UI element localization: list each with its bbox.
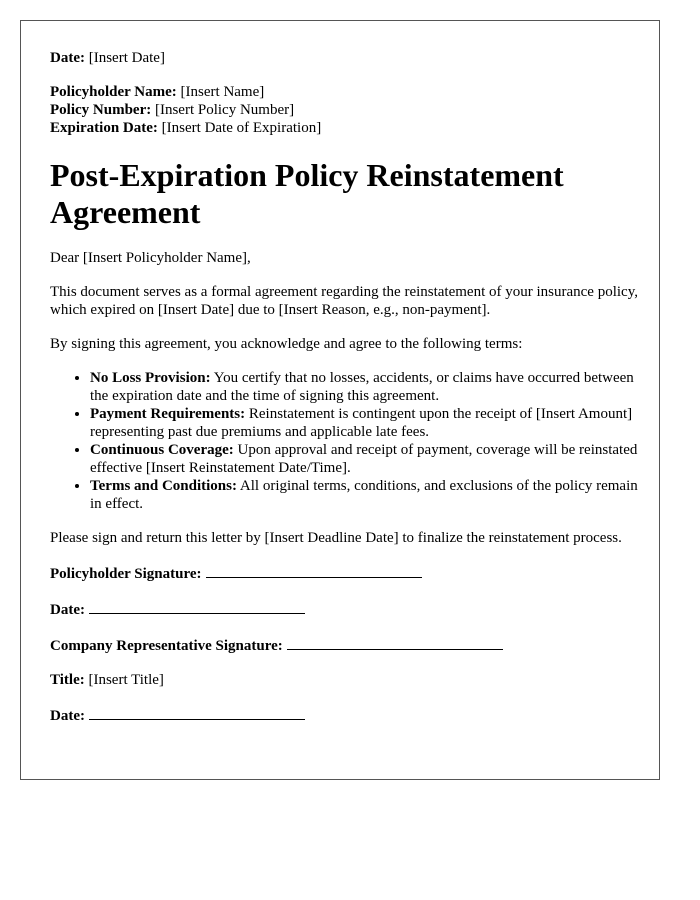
term-label: Terms and Conditions: [90,478,237,494]
representative-signature-row [50,635,640,655]
term-conditions [90,477,640,513]
expiration-date-line [50,119,640,137]
signature-date-label: Date: [50,602,85,618]
document-content [50,49,640,741]
term-coverage [90,441,640,477]
expiration-date-value: [Insert Date of Expiration] [161,120,322,136]
date-label: Date: [50,50,85,66]
term-label: Payment Requirements: [90,406,246,422]
policyholder-signature-row [50,563,640,583]
terms-list [50,369,640,513]
policyholder-name-line [50,83,640,101]
term-text: Reinstatement is contingent upon the receipt of [Insert Amount] representing past due premiums and applicable late fees. [90,406,633,440]
policy-number-value: [Insert Policy Number] [154,102,295,118]
term-text: All original terms, conditions, and exclusions of the policy remain in effect. [90,478,638,512]
intro-paragraph: This document serves as a formal agreement regarding the reinstatement of your insurance policy, which expired on [Insert Date] due to [Insert Reason, e.g., non-payment]. [50,284,638,318]
date-signature-row [50,599,640,619]
signature-date-line[interactable] [89,599,305,614]
term-label: No Loss Provision: [90,370,211,386]
policy-number-line [50,101,640,119]
term-text: You certify that no losses, accidents, or claims have occurred between the expiration date and the time of signing this agreement. [90,370,634,404]
salutation: Dear [Insert Policyholder Name], [50,250,251,266]
document-title: Post-Expiration Policy Reinstatement Agreement [50,157,564,230]
policyholder-name-label: Policyholder Name: [50,84,177,100]
representative-signature-label: Company Representative Signature: [50,638,283,654]
policy-number-label: Policy Number: [50,102,152,118]
title-label: Title: [50,672,85,688]
expiration-date-label: Expiration Date: [50,120,158,136]
representative-date-line[interactable] [89,705,305,720]
policyholder-signature-label: Policyholder Signature: [50,566,202,582]
term-no-loss [90,369,640,405]
representative-date-row [50,705,640,725]
term-text: Upon approval and receipt of payment, coverage will be reinstated effective [Insert Reinstatement Date/Time]. [90,442,638,476]
representative-signature-line[interactable] [287,635,503,650]
title-value: [Insert Title] [88,672,164,688]
policyholder-signature-line[interactable] [206,563,422,578]
representative-date-label: Date: [50,708,85,724]
term-label: Continuous Coverage: [90,442,234,458]
document-page [20,20,660,780]
date-line [50,49,640,67]
date-value: [Insert Date] [88,50,165,66]
closing-paragraph: Please sign and return this letter by [Insert Deadline Date] to finalize the reinstatement process. [50,530,622,546]
acknowledgement-paragraph: By signing this agreement, you acknowledge and agree to the following terms: [50,336,523,352]
title-row [50,671,640,689]
term-payment [90,405,640,441]
policyholder-name-value: [Insert Name] [180,84,265,100]
